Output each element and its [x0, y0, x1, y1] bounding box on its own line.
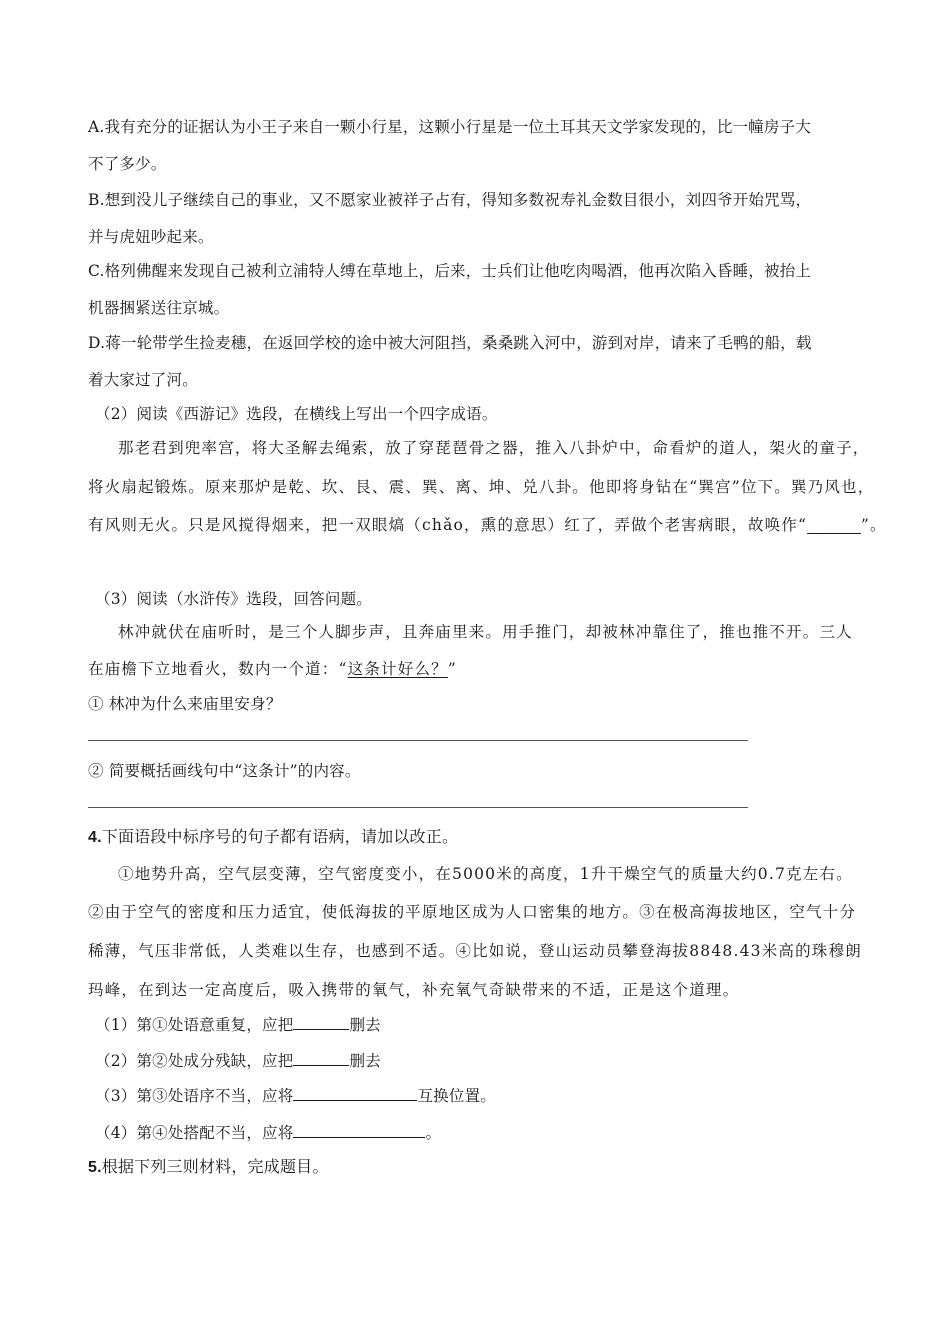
- part2-line3-text: 有风则无火。只是风搅得烟来，把一双眼熇（chǎo，熏的意思）红了，弄做个老害病眼，故唤作“: [88, 516, 808, 534]
- q4-item-4-blank[interactable]: [293, 1122, 425, 1138]
- option-d-line-1: D.蒋一轮带学生捡麦穗，在返回学校的途中被大河阻挡，桑桑跳入河中，游到对岸，请来了毛鸭的船，载: [88, 334, 812, 352]
- underlined-sentence: 这条计好么？: [347, 660, 448, 678]
- q4-item-2-text: （2）第②处成分残缺，应把: [95, 1052, 294, 1070]
- q4-item-3-blank[interactable]: [293, 1085, 417, 1101]
- idiom-answer-blank[interactable]: ______: [807, 516, 861, 534]
- option-b-line-1: B.想到没儿子继续自己的事业，又不愿家业被祥子占有，得知多数祝寿礼金数目很小，刘四爷开始咒骂，: [88, 191, 812, 209]
- q4-item-4-text: （4）第④处搭配不当，应将: [95, 1124, 294, 1142]
- option-d-line-2: 着大家过了河。: [88, 371, 198, 389]
- q4-item-1-blank[interactable]: [293, 1014, 349, 1030]
- q4-heading: [88, 827, 868, 849]
- part2-line3-end: ”。: [860, 516, 887, 534]
- part3-prompt: （3）阅读（水浒传》选段，回答问题。: [95, 590, 372, 608]
- q5-number: 5.: [88, 1159, 102, 1176]
- option-c-line-1: C.格列佛醒来发现自己被利立浦特人缚在草地上，后来，士兵们让他吃肉喝酒，他再次陷入昏睡，被抬上: [88, 262, 812, 280]
- option-b-line-2: 并与虎妞吵起来。: [88, 228, 214, 246]
- option-a-line-2: 不了多少。: [88, 155, 167, 173]
- q4-item-3-text: （3）第③处语序不当，应将: [95, 1087, 294, 1105]
- option-c-line-2: 机器捆紧送往京城。: [88, 299, 230, 317]
- part3-question-1: ① 林冲为什么来庙里安身？: [88, 695, 282, 713]
- part2-passage-line-2: 将火扇起锻炼。原来那炉是乾、坎、艮、震、巽、离、坤、兑八卦。他即将身钻在“巽宫”位下。巽乃风也，: [88, 478, 875, 496]
- q4-item-2-end: 删去: [349, 1052, 381, 1070]
- answer-line-1[interactable]: [88, 740, 748, 741]
- q4-item-1-text: （1）第①处语意重复，应把: [95, 1016, 294, 1034]
- q4-passage-line-3: 稀薄，气压非常低，人类难以生存，也感到不适。④比如说，登山运动员攀登海拔8848.43米高的珠穆朗: [88, 942, 862, 960]
- q4-passage-line-1: ①地势升高，空气层变薄，空气密度变小，在5000米的高度，1升干燥空气的质量大约0.7克左右。: [118, 865, 853, 883]
- q4-item-3-end: 互换位置。: [417, 1087, 496, 1105]
- q4-item-1: [95, 1014, 875, 1036]
- q4-item-4: [95, 1122, 875, 1144]
- part3-passage-line-2: [88, 658, 868, 680]
- q5-heading: [88, 1157, 868, 1179]
- q5-title: 根据下列三则材料，完成题目。: [101, 1159, 329, 1176]
- q4-item-3: [95, 1085, 875, 1107]
- q4-item-4-end: 。: [425, 1124, 442, 1142]
- q4-passage-line-2: ②由于空气的密度和压力适宜，使低海拔的平原地区成为人口密集的地方。③在极高海拔地区，空气十分: [88, 903, 857, 921]
- q4-title: 下面语段中标序号的句子都有语病，请加以改正。: [101, 829, 459, 846]
- q4-passage-line-4: 玛峰，在到达一定高度后，吸入携带的氧气，补充氧气奇缺带来的不适，正是这个道理。: [88, 981, 740, 999]
- part2-passage-line-1: 那老君到兜率宫，将大圣解去绳索，放了穿琵琶骨之器，推入八卦炉中，命看炉的道人，架火的童子，: [118, 439, 870, 457]
- q4-item-1-end: 删去: [349, 1016, 381, 1034]
- part3-line2-text: 在庙檐下立地看火，数内一个道：“: [88, 660, 348, 678]
- part2-prompt: （2）阅读《西游记》选段，在横线上写出一个四字成语。: [95, 405, 498, 423]
- q4-number: 4.: [88, 829, 102, 846]
- option-a-line-1: A.我有充分的证据认为小王子来自一颗小行星，这颗小行星是一位土耳其天文学家发现的，比一幢房子大: [88, 118, 812, 136]
- part3-question-2: ② 简要概括画线句中“这条计”的内容。: [88, 762, 361, 780]
- part3-passage-line-1: 林冲就伏在庙听时，是三个人脚步声，且奔庙里来。用手推门，却被林冲靠住了，推也推不开。三人: [118, 623, 853, 641]
- answer-line-2[interactable]: [88, 807, 748, 808]
- q4-item-2: [95, 1050, 875, 1072]
- part2-passage-line-3: [88, 514, 887, 536]
- part3-line2-quote-end: ”: [447, 660, 457, 678]
- q4-item-2-blank[interactable]: [293, 1050, 349, 1066]
